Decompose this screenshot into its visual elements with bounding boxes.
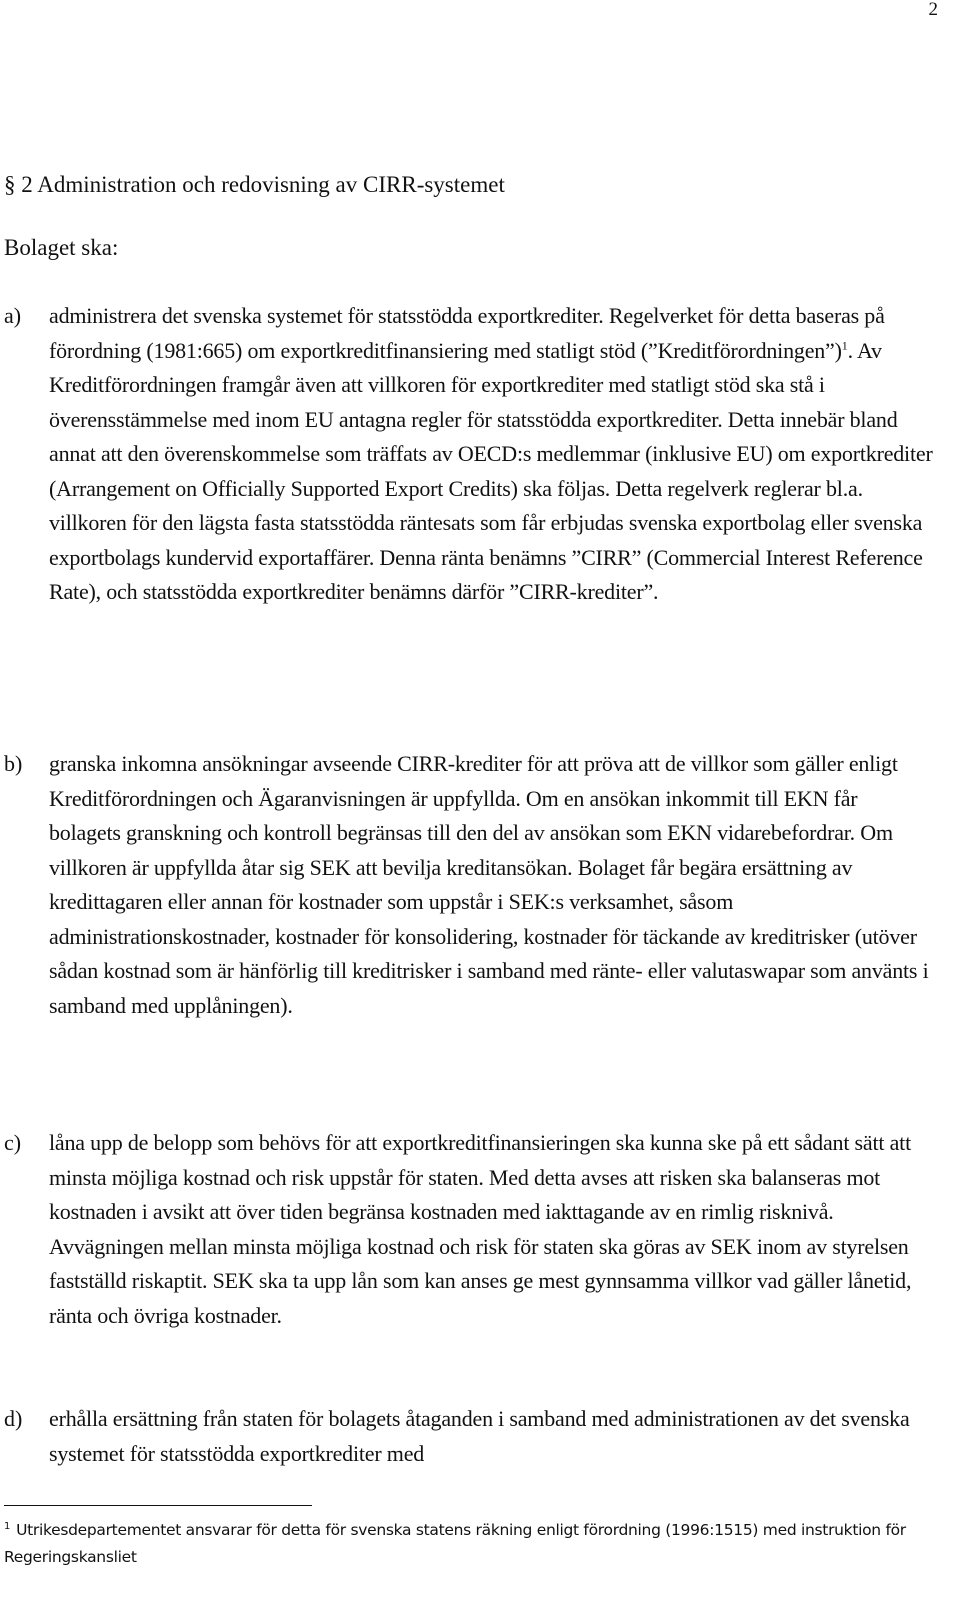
footnote-reference: 1 — [841, 338, 848, 353]
footnote-number: 1 — [4, 1520, 11, 1532]
list-item-text: granska inkomna ansökningar avseende CIRR-krediter för att pröva att de villkor som gäller enligt Kreditförordningen och Ägaranvisningen är uppfyllda. Om en ansökan inkommit till EKN får bolagets granskning och kontroll begränsas till den del av ansökan som EKN vidarebefordrar. Om villkoren är uppfyllda åtar sig SEK att bevilja kreditansökan. Bolaget får begära ersättning av kredittagaren eller annan för kostnader som uppstår i SEK:s verksamhet, såsom administrationskostnader, kostnader för konsolidering, kostnader för täckande av kreditrisker (utöver sådan kostnad som är hänförlig till kreditrisker i samband med ränte- eller valutaswapar som använts i samband med upplåningen). — [49, 751, 929, 1018]
list-item-text: erhålla ersättning från staten för bolagets åtaganden i samband med administrationen av det svenska systemet för statsstödda exportkrediter med — [49, 1406, 910, 1466]
footnote-divider — [4, 1505, 312, 1506]
list-item-marker: d) — [4, 1406, 23, 1431]
list-item-d — [4, 1402, 934, 1471]
list-item-text — [49, 299, 934, 610]
section-heading: § 2 Administration och redovisning av CIRR-systemet — [4, 172, 505, 197]
list-item-text-part: administrera det svenska systemet för statsstödda exportkrediter. Regelverket för detta baseras på förordning (1981:665) om exportkreditfinansiering med statligt stöd (”Kreditförordningen”) — [49, 303, 885, 363]
list-item-marker: a) — [4, 303, 22, 328]
list-item-a — [4, 299, 934, 610]
list-item-text: låna upp de belopp som behövs för att exportkreditfinansieringen ska kunna ske på ett sådant sätt att minsta möjliga kostnad och risk uppstår för staten. Med detta avses att risken ska balanseras mot kostnaden i avsikt att över tiden begränsa kostnaden med iakttagande av en rimlig risknivå. Avvägningen mellan minsta möjliga kostnad och risk för staten ska göras av SEK inom av styrelsen fastställd riskaptit. SEK ska ta upp lån som kan anses ge mest gynnsamma villkor vad gäller lånetid, ränta och övriga kostnader. — [49, 1130, 912, 1328]
list-item-b — [4, 747, 934, 1023]
list-item-marker: b) — [4, 751, 23, 776]
list-item-marker: c) — [4, 1130, 22, 1155]
list-item-c — [4, 1126, 934, 1333]
footnote — [4, 1517, 934, 1571]
page-number: 2 — [928, 0, 938, 20]
list-item-text-part: . Av Kreditförordningen framgår även att villkoren för exportkrediter med statligt stöd ska stå i överensstämmelse med inom EU antagna regler för statsstödda exportkrediter. Detta innebär bland annat att den överenskommelse som träffats av OECD:s medlemmar (inklusive EU) om exportkrediter (Arrangement on Officially Supported Export Credits) ska följas. Detta regelverk reglerar bl.a. villkoren för den lägsta fasta statsstödda räntesats som får erbjudas svenska exportbolag eller svenska exportbolags kundervid exportaffärer. Denna ränta benämns ”CIRR” (Commercial Interest Reference Rate), och statsstödda exportkrediter benämns därför ”CIRR-krediter”. — [49, 337, 933, 604]
footnote-text: Utrikesdepartementet ansvarar för detta för svenska statens räkning enligt förordning (1996:1515) med instruktion för Regeringskansliet — [4, 1521, 906, 1566]
intro-text: Bolaget ska: — [4, 235, 119, 260]
